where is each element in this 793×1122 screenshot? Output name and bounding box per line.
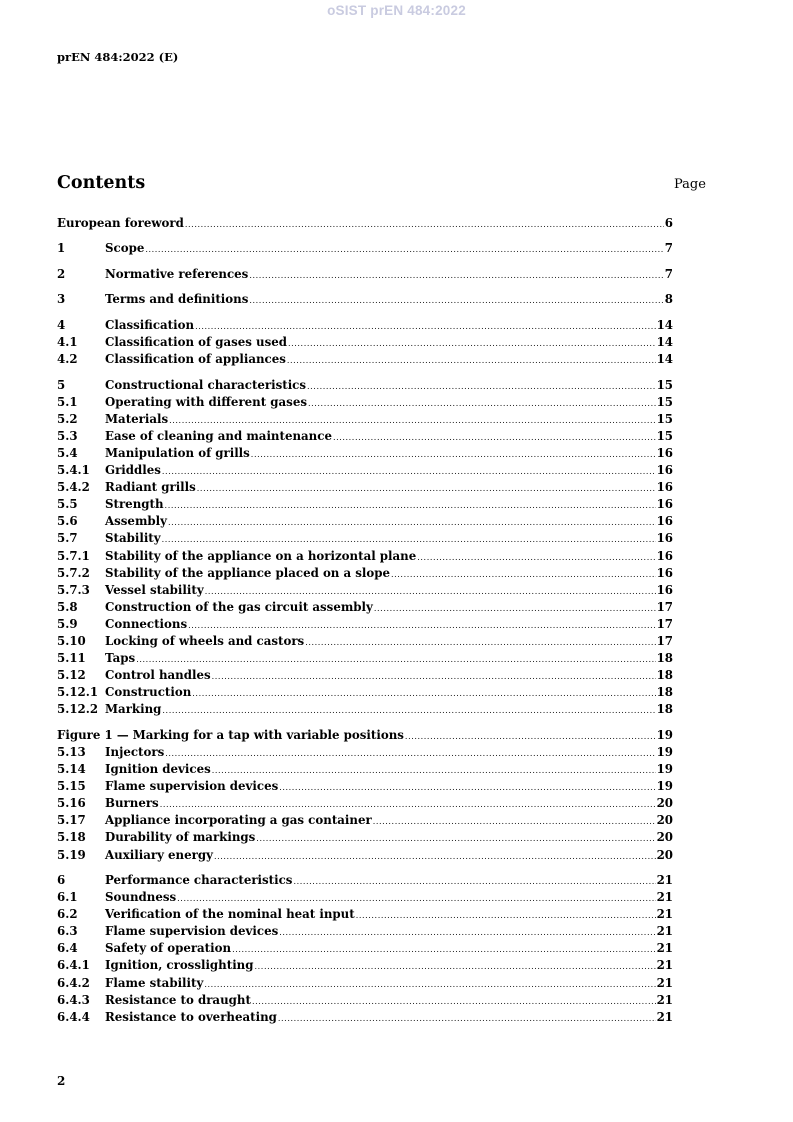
toc-entry-title: Ignition, crosslighting: [105, 958, 254, 973]
watermark: oSIST prEN 484:2022: [327, 3, 466, 18]
toc-entry-number: 5.12.1: [57, 685, 99, 700]
toc-entry-number: 2: [57, 266, 66, 281]
toc-entry[interactable]: [57, 923, 673, 940]
toc-entry-number: 5.4.1: [57, 463, 90, 478]
toc-dot-leader: [249, 292, 663, 309]
toc-entry-number: 5.12.2: [57, 702, 99, 717]
toc-entry[interactable]: [57, 445, 673, 462]
toc-entry-page: 14: [656, 352, 673, 367]
toc-entry-page: 18: [656, 668, 673, 683]
toc-entry-title: Auxiliary energy: [105, 847, 213, 862]
toc-entry[interactable]: [57, 957, 673, 974]
toc-entry-page: 16: [656, 497, 673, 512]
toc-dot-leader: [197, 480, 656, 497]
toc-entry-number: 5.1: [57, 394, 78, 409]
toc-entry-page: 16: [656, 565, 673, 580]
toc-dot-leader: [168, 514, 656, 531]
toc-entry-page: 17: [656, 599, 673, 614]
toc-dot-leader: [232, 941, 656, 958]
toc-entry[interactable]: [57, 829, 673, 846]
toc-entry[interactable]: [57, 317, 673, 334]
toc-entry[interactable]: [57, 684, 673, 701]
toc-entry[interactable]: [57, 479, 673, 496]
toc-dot-leader: [293, 873, 655, 890]
toc-entry-page: 19: [656, 727, 673, 742]
toc-entry-number: 5.7.3: [57, 582, 90, 597]
toc-dot-leader: [165, 497, 656, 514]
toc-entry[interactable]: [57, 761, 673, 778]
toc-dot-leader: [165, 745, 655, 762]
toc-entry-title: Scope: [105, 241, 145, 256]
toc-entry-title: Classification of gases used: [105, 335, 287, 350]
toc-entry-number: 5.11: [57, 651, 86, 666]
toc-dot-leader: [195, 318, 656, 335]
toc-entry-number: 5: [57, 377, 66, 392]
toc-entry-number: 6.1: [57, 890, 78, 905]
toc-dot-leader: [255, 958, 656, 975]
toc-entry-number: 5.3: [57, 428, 78, 443]
toc-entry-number: 5.6: [57, 514, 78, 529]
toc-entry-page: 21: [656, 924, 673, 939]
toc-dot-leader: [212, 762, 656, 779]
toc-entry-title: Resistance to overheating: [105, 1009, 277, 1024]
toc-entry-number: 6.4.3: [57, 992, 90, 1007]
toc-entry[interactable]: [57, 240, 673, 257]
toc-entry-page: 15: [656, 411, 673, 426]
toc-dot-leader: [391, 566, 656, 583]
toc-entry-number: 5.16: [57, 796, 86, 811]
toc-entry-page: 16: [656, 480, 673, 495]
toc-entry[interactable]: [57, 428, 673, 445]
toc-dot-leader: [185, 216, 664, 233]
toc-entry-page: 20: [656, 813, 673, 828]
toc-entry-title: Stability of the appliance placed on a slope: [105, 565, 390, 580]
toc-entry-title: Appliance incorporating a gas container: [105, 813, 372, 828]
toc-entry[interactable]: [57, 744, 673, 761]
toc-entry[interactable]: [57, 377, 673, 394]
toc-entry-page: 17: [656, 634, 673, 649]
toc-dot-leader: [374, 600, 656, 617]
toc-dot-leader: [160, 796, 656, 813]
table-of-contents: [57, 215, 673, 1026]
toc-dot-leader: [214, 848, 656, 865]
toc-entry[interactable]: [57, 266, 673, 283]
toc-entry-page: 7: [664, 241, 673, 256]
toc-entry-title: Operating with different gases: [105, 394, 307, 409]
toc-entry-page: 15: [656, 377, 673, 392]
contents-title: Contents: [57, 173, 146, 193]
toc-entry-title: Flame supervision devices: [105, 779, 279, 794]
toc-dot-leader: [333, 429, 656, 446]
toc-entry-title: Resistance to draught: [105, 992, 251, 1007]
toc-dot-leader: [162, 463, 656, 480]
toc-entry-title: Marking: [105, 702, 162, 717]
toc-entry[interactable]: [57, 351, 673, 368]
toc-entry[interactable]: [57, 1009, 673, 1026]
toc-entry-number: 1: [57, 241, 66, 256]
toc-entry-number: 3: [57, 292, 66, 307]
toc-entry-title: Control handles: [105, 668, 211, 683]
toc-dot-leader: [169, 412, 655, 429]
page-column-heading: Page: [674, 177, 706, 192]
toc-entry[interactable]: [57, 530, 673, 547]
toc-entry-page: 18: [656, 702, 673, 717]
toc-entry-number: 5.5: [57, 497, 78, 512]
toc-entry-number: 5.4: [57, 445, 78, 460]
toc-entry-page: 14: [656, 335, 673, 350]
toc-entry-title: Connections: [105, 616, 188, 631]
toc-entry[interactable]: [57, 667, 673, 684]
toc-entry-title: Figure 1 — Marking for a tap with variable positions: [57, 727, 404, 742]
toc-entry-page: 16: [656, 548, 673, 563]
toc-entry-number: 6.4.2: [57, 975, 90, 990]
toc-entry-title: Stability: [105, 531, 161, 546]
toc-entry-page: 21: [656, 958, 673, 973]
toc-dot-leader: [162, 702, 655, 719]
toc-entry[interactable]: [57, 889, 673, 906]
toc-entry[interactable]: [57, 975, 673, 992]
toc-dot-leader: [192, 685, 655, 702]
toc-entry-page: 21: [656, 1009, 673, 1024]
toc-entry[interactable]: [57, 496, 673, 513]
toc-entry-page: 20: [656, 796, 673, 811]
toc-dot-leader: [162, 531, 656, 548]
toc-entry-title: Classification of appliances: [105, 352, 286, 367]
toc-entry[interactable]: [57, 582, 673, 599]
toc-dot-leader: [251, 446, 656, 463]
toc-dot-leader: [212, 668, 656, 685]
toc-entry-page: 15: [656, 394, 673, 409]
toc-dot-leader: [279, 779, 655, 796]
toc-entry[interactable]: [57, 599, 673, 616]
toc-entry-number: 5.13: [57, 744, 86, 759]
toc-entry-number: 5.2: [57, 411, 78, 426]
toc-entry-title: Constructional characteristics: [105, 377, 307, 392]
toc-dot-leader: [249, 267, 663, 284]
toc-entry-title: Construction of the gas circuit assembly: [105, 599, 373, 614]
toc-dot-leader: [308, 395, 656, 412]
toc-entry-title: Griddles: [105, 463, 161, 478]
toc-entry[interactable]: [57, 394, 673, 411]
toc-entry-page: 20: [656, 847, 673, 862]
toc-entry-page: 17: [656, 616, 673, 631]
toc-entry-title: Burners: [105, 796, 159, 811]
toc-entry-page: 8: [664, 292, 673, 307]
toc-entry-title: Assembly: [105, 514, 168, 529]
document-header: prEN 484:2022 (E): [57, 50, 179, 64]
toc-entry-number: 5.7: [57, 531, 78, 546]
toc-entry-page: 14: [656, 317, 673, 332]
toc-dot-leader: [279, 924, 655, 941]
toc-entry[interactable]: [57, 565, 673, 582]
toc-entry-title: Performance characteristics: [105, 873, 293, 888]
toc-entry-title: Vessel stability: [105, 582, 204, 597]
toc-entry-title: Normative references: [105, 266, 249, 281]
toc-entry-page: 16: [656, 445, 673, 460]
toc-dot-leader: [278, 1010, 656, 1027]
toc-dot-leader: [307, 378, 656, 395]
toc-entry-title: Ignition devices: [105, 762, 211, 777]
toc-dot-leader: [356, 907, 656, 924]
toc-entry-page: 16: [656, 514, 673, 529]
toc-entry-number: 5.14: [57, 762, 86, 777]
toc-dot-leader: [256, 830, 655, 847]
toc-entry-title: Safety of operation: [105, 941, 232, 956]
toc-dot-leader: [288, 335, 656, 352]
toc-entry[interactable]: [57, 727, 673, 744]
toc-entry-title: Taps: [105, 651, 136, 666]
toc-entry[interactable]: [57, 411, 673, 428]
toc-entry-number: 5.8: [57, 599, 78, 614]
toc-entry-number: 6.2: [57, 907, 78, 922]
toc-dot-leader: [252, 993, 656, 1010]
toc-entry-title: Construction: [105, 685, 192, 700]
toc-entry-number: 6.4.4: [57, 1009, 90, 1024]
toc-entry[interactable]: [57, 940, 673, 957]
toc-entry[interactable]: [57, 701, 673, 718]
toc-entry-number: 5.15: [57, 779, 86, 794]
toc-entry[interactable]: [57, 334, 673, 351]
toc-entry-page: 16: [656, 463, 673, 478]
toc-entry-title: Ease of cleaning and maintenance: [105, 428, 332, 443]
toc-entry-number: 5.10: [57, 634, 86, 649]
toc-entry-title: Locking of wheels and castors: [105, 634, 305, 649]
toc-entry-page: 18: [656, 651, 673, 666]
toc-entry-page: 21: [656, 941, 673, 956]
toc-dot-leader: [136, 651, 655, 668]
toc-entry-page: 18: [656, 685, 673, 700]
toc-entry[interactable]: [57, 778, 673, 795]
toc-entry-title: Manipulation of grills: [105, 445, 250, 460]
toc-entry-number: 6: [57, 873, 66, 888]
toc-entry-title: Terms and definitions: [105, 292, 249, 307]
toc-entry-page: 21: [656, 992, 673, 1007]
toc-entry[interactable]: [57, 812, 673, 829]
toc-entry-title: Soundness: [105, 890, 177, 905]
toc-entry-title: Materials: [105, 411, 169, 426]
toc-entry-title: Strength: [105, 497, 164, 512]
toc-entry-page: 16: [656, 531, 673, 546]
toc-entry[interactable]: [57, 650, 673, 667]
toc-entry-number: 4.1: [57, 335, 78, 350]
toc-entry-title: European foreword: [57, 216, 184, 230]
toc-dot-leader: [205, 583, 656, 600]
toc-entry-page: 7: [664, 266, 673, 281]
toc-dot-leader: [373, 813, 656, 830]
toc-dot-leader: [417, 549, 655, 566]
toc-dot-leader: [204, 976, 655, 993]
toc-entry-page: 19: [656, 779, 673, 794]
toc-entry-number: 5.19: [57, 847, 86, 862]
toc-entry-number: 4: [57, 317, 66, 332]
toc-entry-page: 21: [656, 975, 673, 990]
toc-entry-page: 21: [656, 907, 673, 922]
toc-entry-number: 5.9: [57, 616, 78, 631]
toc-entry-title: Flame supervision devices: [105, 924, 279, 939]
toc-entry[interactable]: [57, 462, 673, 479]
toc-entry-title: Durability of markings: [105, 830, 256, 845]
toc-entry-page: 20: [656, 830, 673, 845]
toc-entry[interactable]: [57, 616, 673, 633]
toc-entry-number: 5.12: [57, 668, 86, 683]
toc-entry-page: 19: [656, 762, 673, 777]
toc-entry-number: 5.7.2: [57, 565, 90, 580]
toc-entry-title: Classification: [105, 317, 195, 332]
page-number: 2: [57, 1074, 66, 1088]
toc-entry[interactable]: [57, 215, 673, 232]
toc-entry[interactable]: [57, 513, 673, 530]
toc-entry-number: 5.17: [57, 813, 86, 828]
toc-entry-number: 6.4: [57, 941, 78, 956]
toc-entry-page: 15: [656, 428, 673, 443]
toc-dot-leader: [177, 890, 655, 907]
toc-dot-leader: [145, 241, 663, 258]
toc-entry[interactable]: [57, 291, 673, 308]
toc-entry[interactable]: [57, 992, 673, 1009]
toc-dot-leader: [287, 352, 656, 369]
toc-entry-page: 21: [656, 890, 673, 905]
toc-entry-number: 5.18: [57, 830, 86, 845]
toc-entry[interactable]: [57, 795, 673, 812]
toc-entry-title: Stability of the appliance on a horizontal plane: [105, 548, 417, 563]
toc-entry[interactable]: [57, 633, 673, 650]
toc-entry-title: Verification of the nominal heat input: [105, 907, 355, 922]
toc-entry-number: 6.4.1: [57, 958, 90, 973]
toc-entry-number: 6.3: [57, 924, 78, 939]
toc-entry[interactable]: [57, 872, 673, 889]
toc-entry-number: 4.2: [57, 352, 78, 367]
toc-dot-leader: [405, 728, 656, 745]
toc-entry-number: 5.7.1: [57, 548, 90, 563]
toc-entry-title: Injectors: [105, 744, 165, 759]
toc-entry[interactable]: [57, 847, 673, 864]
toc-entry[interactable]: [57, 906, 673, 923]
toc-dot-leader: [305, 634, 655, 651]
toc-entry[interactable]: [57, 548, 673, 565]
toc-entry-number: 5.4.2: [57, 480, 90, 495]
toc-entry-title: Flame stability: [105, 975, 204, 990]
toc-entry-page: 21: [656, 873, 673, 888]
toc-entry-page: 6: [664, 216, 673, 230]
toc-entry-title: Radiant grills: [105, 480, 196, 495]
toc-entry-page: 19: [656, 744, 673, 759]
toc-entry-page: 16: [656, 582, 673, 597]
toc-dot-leader: [188, 617, 655, 634]
